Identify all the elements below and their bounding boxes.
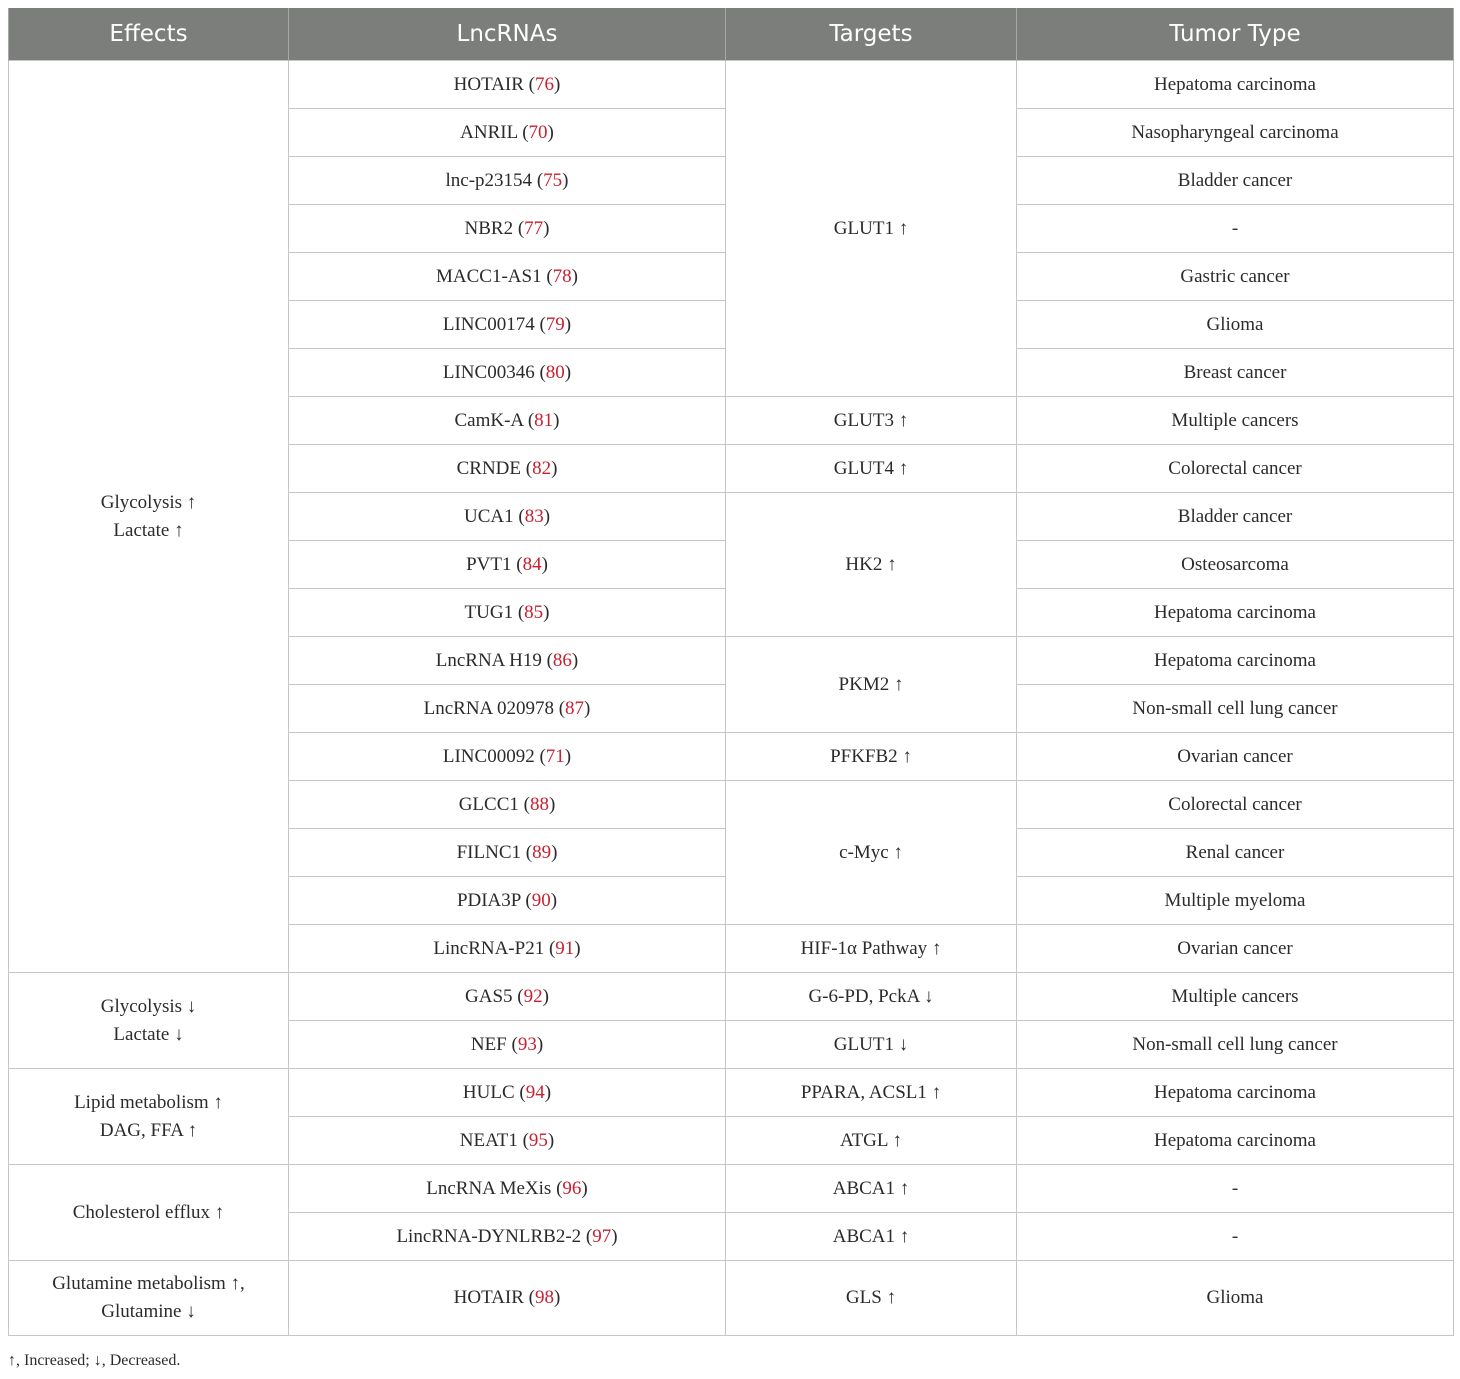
target-cell: GLUT4 ↑ xyxy=(726,445,1017,493)
effect-cell xyxy=(9,973,289,1069)
reference-link[interactable]: 89 xyxy=(532,841,552,863)
target-cell: PPARA, ACSL1 ↑ xyxy=(726,1069,1017,1117)
table-footnote: ↑, Increased; ↓, Decreased. xyxy=(8,1352,181,1369)
target-cell: GLUT1 ↓ xyxy=(726,1021,1017,1069)
effect-cell xyxy=(9,1069,289,1165)
reference-link[interactable]: 70 xyxy=(528,121,548,143)
lncrna-cell: GAS5 (92) xyxy=(289,973,726,1021)
lncrna-cell: LincRNA-P21 (91) xyxy=(289,925,726,973)
table-row xyxy=(9,1261,1454,1336)
reference-link[interactable]: 95 xyxy=(528,1129,548,1151)
lncrna-cell: lnc-p23154 (75) xyxy=(289,157,726,205)
reference-link[interactable]: 80 xyxy=(545,361,565,383)
reference-link[interactable]: 77 xyxy=(524,217,544,239)
reference-link[interactable]: 90 xyxy=(531,889,551,911)
lncrna-cell: NEF (93) xyxy=(289,1021,726,1069)
tumor-cell: Bladder cancer xyxy=(1017,157,1454,205)
tumor-cell: Colorectal cancer xyxy=(1017,781,1454,829)
reference-link[interactable]: 87 xyxy=(565,697,585,719)
effect-cell xyxy=(9,1261,289,1336)
lncrna-cell: MACC1-AS1 (78) xyxy=(289,253,726,301)
effect-line: DAG, FFA ↑ xyxy=(99,1119,198,1141)
tumor-cell: - xyxy=(1017,205,1454,253)
reference-link[interactable]: 81 xyxy=(534,409,554,431)
tumor-cell: Hepatoma carcinoma xyxy=(1017,1117,1454,1165)
target-cell: PFKFB2 ↑ xyxy=(726,733,1017,781)
lncrna-cell: LINC00174 (79) xyxy=(289,301,726,349)
lncrna-cell: CamK-A (81) xyxy=(289,397,726,445)
reference-link[interactable]: 76 xyxy=(535,73,554,95)
tumor-cell: Hepatoma carcinoma xyxy=(1017,61,1454,109)
lncrna-cell: LincRNA-DYNLRB2-2 (97) xyxy=(289,1213,726,1261)
reference-link[interactable]: 96 xyxy=(562,1177,582,1199)
effect-line: Glycolysis ↓ xyxy=(100,995,197,1017)
effect-line: Lipid metabolism ↑ xyxy=(74,1091,223,1113)
tumor-cell: Multiple cancers xyxy=(1017,973,1454,1021)
target-cell: HIF-1α Pathway ↑ xyxy=(726,925,1017,973)
lncrna-cell: CRNDE (82) xyxy=(289,445,726,493)
header-targets: Targets xyxy=(726,8,1017,61)
target-cell: HK2 ↑ xyxy=(726,493,1017,637)
table-row xyxy=(9,973,1454,1021)
lncrna-cell: HULC (94) xyxy=(289,1069,726,1117)
tumor-cell: Glioma xyxy=(1017,301,1454,349)
tumor-cell: Hepatoma carcinoma xyxy=(1017,589,1454,637)
header-row xyxy=(9,8,1454,61)
tumor-cell: Bladder cancer xyxy=(1017,493,1454,541)
table-row xyxy=(9,61,1454,109)
reference-link[interactable]: 97 xyxy=(592,1225,612,1247)
lncrna-cell: HOTAIR (98) xyxy=(289,1261,726,1336)
header-tumor-type: Tumor Type xyxy=(1017,8,1454,61)
tumor-cell: Hepatoma carcinoma xyxy=(1017,637,1454,685)
lncrna-cell: LncRNA MeXis (96) xyxy=(289,1165,726,1213)
reference-link[interactable]: 79 xyxy=(545,313,565,335)
tumor-cell: Hepatoma carcinoma xyxy=(1017,1069,1454,1117)
effect-line: Lactate ↑ xyxy=(113,519,184,541)
tumor-cell: - xyxy=(1017,1213,1454,1261)
lncrna-table xyxy=(8,8,1454,1336)
tumor-cell: Nasopharyngeal carcinoma xyxy=(1017,109,1454,157)
tumor-cell: Non-small cell lung cancer xyxy=(1017,1021,1454,1069)
lncrna-cell: PDIA3P (90) xyxy=(289,877,726,925)
reference-link[interactable]: 84 xyxy=(522,553,542,575)
lncrna-cell: PVT1 (84) xyxy=(289,541,726,589)
effect-line: Cholesterol efflux ↑ xyxy=(72,1201,225,1223)
reference-link[interactable]: 83 xyxy=(524,505,544,527)
tumor-cell: Ovarian cancer xyxy=(1017,925,1454,973)
target-cell: ABCA1 ↑ xyxy=(726,1213,1017,1261)
reference-link[interactable]: 92 xyxy=(523,985,543,1007)
effect-line: Glutamine metabolism ↑, xyxy=(52,1273,245,1294)
effect-cell xyxy=(9,61,289,973)
lncrna-cell: LncRNA H19 (86) xyxy=(289,637,726,685)
reference-link[interactable]: 98 xyxy=(535,1287,554,1308)
lncrna-cell: LncRNA 020978 (87) xyxy=(289,685,726,733)
lncrna-cell: GLCC1 (88) xyxy=(289,781,726,829)
reference-link[interactable]: 88 xyxy=(529,793,549,815)
target-cell: PKM2 ↑ xyxy=(726,637,1017,733)
reference-link[interactable]: 91 xyxy=(555,937,575,959)
target-cell: G-6-PD, PckA ↓ xyxy=(726,973,1017,1021)
target-cell: c-Myc ↑ xyxy=(726,781,1017,925)
lncrna-cell: NEAT1 (95) xyxy=(289,1117,726,1165)
tumor-cell: Ovarian cancer xyxy=(1017,733,1454,781)
header-lncrnas: LncRNAs xyxy=(289,8,726,61)
tumor-cell: Glioma xyxy=(1017,1261,1454,1336)
target-cell: ABCA1 ↑ xyxy=(726,1165,1017,1213)
target-cell: ATGL ↑ xyxy=(726,1117,1017,1165)
lncrna-cell: LINC00346 (80) xyxy=(289,349,726,397)
reference-link[interactable]: 71 xyxy=(545,745,565,767)
target-cell: GLUT1 ↑ xyxy=(726,61,1017,397)
target-cell: GLUT3 ↑ xyxy=(726,397,1017,445)
reference-link[interactable]: 86 xyxy=(552,649,572,671)
tumor-cell: Osteosarcoma xyxy=(1017,541,1454,589)
tumor-cell: Colorectal cancer xyxy=(1017,445,1454,493)
reference-link[interactable]: 82 xyxy=(532,457,552,479)
tumor-cell: Multiple myeloma xyxy=(1017,877,1454,925)
table-row xyxy=(9,1069,1454,1117)
effect-line: Lactate ↓ xyxy=(113,1023,184,1045)
reference-link[interactable]: 94 xyxy=(525,1081,545,1103)
lncrna-cell: TUG1 (85) xyxy=(289,589,726,637)
lncrna-cell: UCA1 (83) xyxy=(289,493,726,541)
tumor-cell: Non-small cell lung cancer xyxy=(1017,685,1454,733)
tumor-cell: Breast cancer xyxy=(1017,349,1454,397)
reference-link[interactable]: 93 xyxy=(517,1033,537,1055)
reference-link[interactable]: 78 xyxy=(552,265,572,287)
effect-line: Glycolysis ↑ xyxy=(100,491,197,513)
tumor-cell: Renal cancer xyxy=(1017,829,1454,877)
lncrna-cell: LINC00092 (71) xyxy=(289,733,726,781)
reference-link[interactable]: 75 xyxy=(543,169,563,191)
lncrna-cell: FILNC1 (89) xyxy=(289,829,726,877)
lncrna-cell: NBR2 (77) xyxy=(289,205,726,253)
effect-line: Glutamine ↓ xyxy=(101,1301,196,1322)
tumor-cell: Multiple cancers xyxy=(1017,397,1454,445)
tumor-cell: Gastric cancer xyxy=(1017,253,1454,301)
tumor-cell: - xyxy=(1017,1165,1454,1213)
target-cell: GLS ↑ xyxy=(726,1261,1017,1336)
effect-cell xyxy=(9,1165,289,1261)
lncrna-cell: HOTAIR (76) xyxy=(289,61,726,109)
header-effects: Effects xyxy=(9,8,289,61)
reference-link[interactable]: 85 xyxy=(524,601,544,623)
table-row xyxy=(9,1165,1454,1213)
lncrna-cell: ANRIL (70) xyxy=(289,109,726,157)
